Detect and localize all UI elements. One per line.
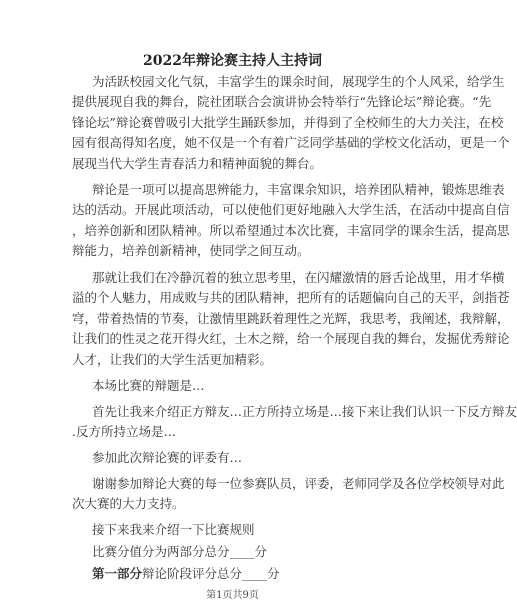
paragraph-line: 锋论坛”辩论赛曾吸引大批学生踊跃参加，并得到了全校师生的大力关注，在校 — [72, 115, 504, 130]
paragraph-line: 提供展现自我的舞台，院社团联合会演讲协会特举行“先锋论坛”辩论赛。“先 — [72, 94, 492, 109]
paragraph-line: 参加此次辩论赛的评委有… — [92, 450, 243, 465]
paragraph-line: 人才，让我们的大学生活更加精彩。 — [72, 352, 273, 367]
paragraph-line: 让我们的性灵之花开得火红，土木之辩，给一个展现自我的舞台，发掘优秀辩论 — [72, 331, 510, 346]
paragraph-line: 穹，带着热情的节奏，让激情里跳跃着理性之光辉，我思考，我阐述，我辩解， — [72, 311, 510, 326]
paragraph-line: 那就让我们在冷静沉着的独立思考里，在闪耀激情的唇舌论战里，用才华横 — [92, 270, 505, 285]
paragraph-line: 次大赛的大力支持。 — [72, 496, 185, 511]
paragraph-line: 为活跃校园文化气氛，丰富学生的课余时间，展现学生的个人风采，给学生 — [92, 74, 505, 89]
paragraph-line: 达的活动。开展此项活动，可以使他们更好地融入大学生活，在活动中提高自信 — [72, 202, 510, 217]
section-label: 第一部分 — [92, 566, 143, 581]
page-footer: 第1页共9页 — [206, 590, 259, 601]
paragraph-line: 溢的个人魅力，用成败与共的团队精神，把所有的话题偏向自己的天平，剑指苍 — [72, 290, 510, 305]
paragraph-line: 辩论是一项可以提高思辨能力，丰富课余知识，培养团队精神，锻炼思维表 — [92, 182, 505, 197]
document-title: 2022年辩论赛主持人主持词 — [143, 53, 322, 69]
paragraph-line: 园有很高得知名度，她不仅是一个有着广泛同学基础的学校文化活动，更是一个 — [72, 135, 510, 150]
paragraph-line: 本场比赛的辩题是… — [92, 378, 205, 393]
paragraph-line: 比赛分值分为两部分总分____分 — [92, 544, 268, 559]
paragraph-line: 首先让我来介绍正方辩友…正方所持立场是…接下来让我们认识一下反方辩友 — [92, 404, 517, 419]
paragraph-line: .反方所持立场是… — [72, 424, 176, 439]
paragraph-line: 谢谢参加辩论大赛的每一位参赛队员，评委，老师同学及各位学校领导对此 — [92, 476, 505, 491]
paragraph-line: ，培养创新和团队精神。所以希望通过本次比赛，丰富同学的课余生活，提高思 — [72, 223, 510, 238]
paragraph-line: 辩能力，培养创新精神，使同学之间互动。 — [72, 243, 310, 258]
paragraph-line-section — [92, 566, 280, 582]
section-text: 辩论阶段评分总分____分 — [142, 566, 280, 581]
paragraph-line: 接下来我来介绍一下比赛规则 — [92, 522, 255, 537]
paragraph-line: 展现当代大学生青春活力和精神面貌的舞台。 — [72, 156, 323, 171]
